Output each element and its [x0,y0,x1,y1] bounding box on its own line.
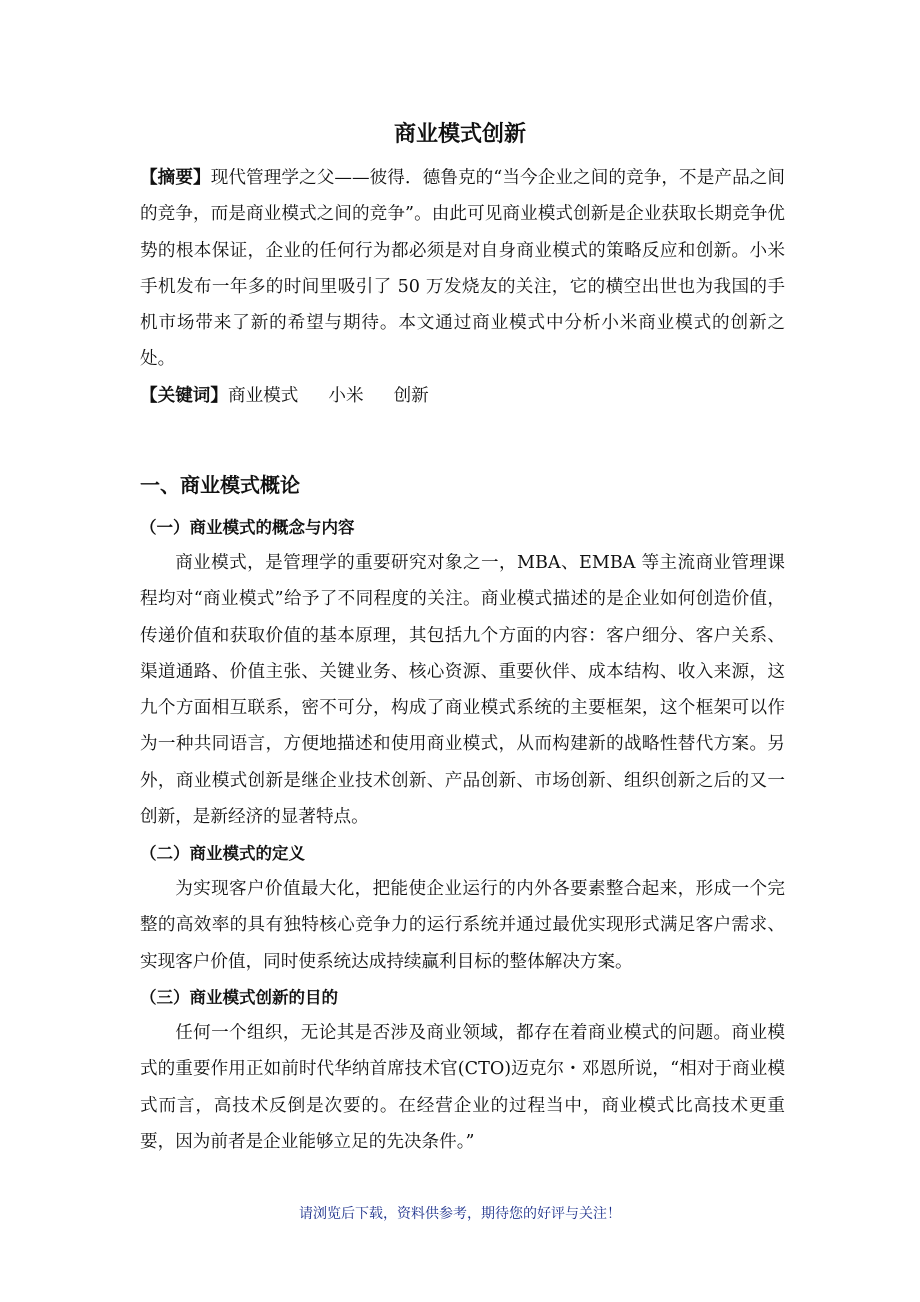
body-paragraph: 任何一个组织，无论其是否涉及商业领域，都存在着商业模式的问题。商业模式的重要作用正如前时代华纳首席技术官(CTO)迈克尔・邓恩所说，“相对于商业模式而言，高技术反倒是次要的。在经营企业的过程当中，商业模式比高技术更重要，因为前者是企业能够立足的先决条件。” [140,1023,785,1152]
body-paragraph: 商业模式，是管理学的重要研究对象之一，MBA、EMBA 等主流商业管理课程均对“商业模式”给予了不同程度的关注。商业模式描述的是企业如何创造价值，传递价值和获取价值的基本原理，其包括九个方面的内容：客户细分、客户关系、渠道通路、价值主张、关键业务、核心资源、重要伙伴、成本结构、收入来源，这九个方面相互联系，密不可分，构成了商业模式系统的主要框架，这个框架可以作为一种共同语言，方便地描述和使用商业模式，从而构建新的战略性替代方案。另外，商业模式创新是继企业技术创新、产品创新、市场创新、组织创新之后的又一创新，是新经济的显著特点。 [140,553,785,828]
abstract-label: 【摘要】 [140,168,211,188]
keyword-item: 小米 [328,386,364,406]
page-title: 商业模式创新 [393,122,526,147]
body-paragraph: 为实现客户价值最大化，把能使企业运行的内外各要素整合起来，形成一个完整的高效率的具有独特核心竞争力的运行系统并通过最优实现形式满足客户需求、实现客户价值，同时使系统达成持续赢利目标的整体解决方案。 [140,879,785,972]
keywords-line [140,378,785,414]
subsection-heading: （一）商业模式的概念与内容 [140,518,355,537]
section-heading: 一、商业模式概论 [140,473,300,497]
subsection-heading: （三）商业模式创新的目的 [140,988,338,1007]
abstract-text: 现代管理学之父——彼得．德鲁克的“当今企业之间的竞争，不是产品之间的竞争，而是商业模式之间的竞争”。由此可见商业模式创新是企业获取长期竞争优势的根本保证，企业的任何行为都必须是对自身商业模式的策略反应和创新。小米手机发布一年多的时间里吸引了 50 万发烧友的关注，它的横空出世也为我国的手机市场带来了新的希望与期待。本文通过商业模式中分析小米商业模式的创新之处。 [140,168,785,370]
keywords-label: 【关键词】 [140,386,228,406]
keyword-item: 商业模式 [227,386,299,406]
subsection-heading: （二）商业模式的定义 [140,844,305,863]
abstract-paragraph [140,160,785,378]
footer-note: 请浏览后下载，资料供参考，期待您的好评与关注！ [299,1206,621,1222]
keyword-item: 创新 [393,386,429,406]
